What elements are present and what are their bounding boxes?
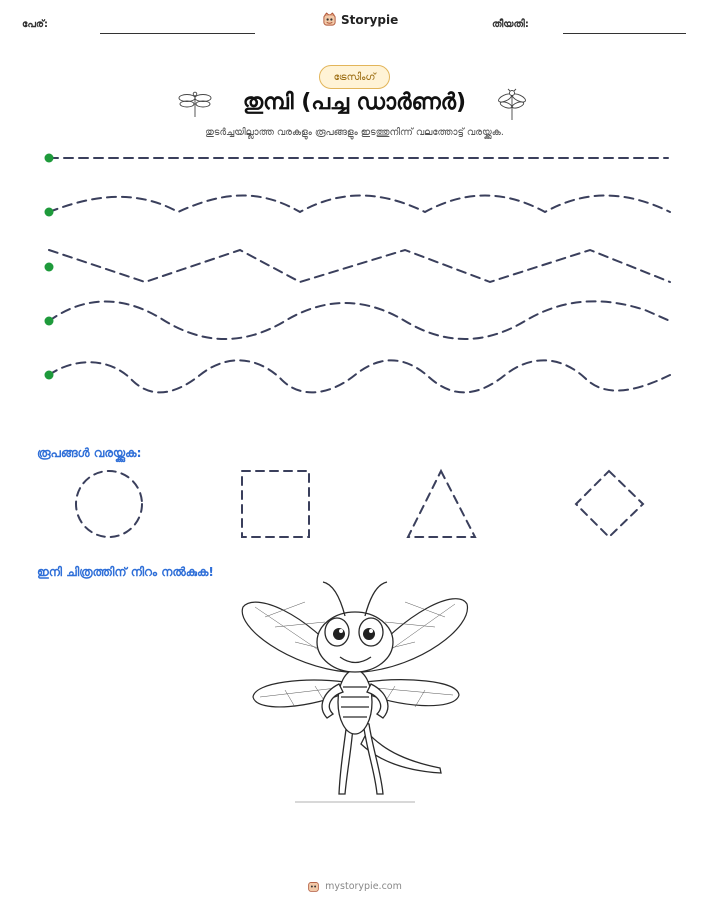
trace-line-wave xyxy=(49,301,670,339)
start-dot xyxy=(45,317,54,326)
dragonfly-icon xyxy=(235,572,475,812)
footer-url[interactable]: mystorypie.com xyxy=(325,881,402,892)
tracing-lines xyxy=(0,140,709,400)
date-field[interactable] xyxy=(563,33,686,34)
trace-line-zigzag xyxy=(49,250,670,282)
trace-line-deep-wave xyxy=(49,360,670,392)
name-field[interactable] xyxy=(100,33,255,34)
storypie-logo-icon xyxy=(322,12,337,27)
brand-name: Storypie xyxy=(341,12,399,27)
shape-square xyxy=(242,471,309,537)
start-dot xyxy=(45,263,54,272)
start-dot xyxy=(45,208,54,217)
storypie-logo-icon xyxy=(307,880,320,893)
instruction-text: തുടർച്ചയില്ലാത്ത വരകളും രൂപങ്ങളും ഇടത്തുനിന്ന് വലത്തോട്ട് വരയ്ക്കുക. xyxy=(205,127,504,138)
start-dot xyxy=(45,154,54,163)
start-dot xyxy=(45,371,54,380)
name-label: പേര്: xyxy=(22,19,48,30)
coloring-section-title: ഇനി ചിത്രത്തിന് നിറം നൽകുക! xyxy=(37,565,214,579)
shape-diamond xyxy=(576,471,643,537)
shapes-section-title: രൂപങ്ങൾ വരയ്ക്കുക: xyxy=(37,446,142,460)
footer xyxy=(0,880,709,893)
shape-circle xyxy=(76,471,142,537)
brand xyxy=(322,12,398,27)
shapes-row xyxy=(0,465,709,545)
trace-line-gentle-wave xyxy=(49,196,670,213)
shape-triangle xyxy=(408,471,475,537)
page-title: തുമ്പി (പച്ച ഡാർണർ) xyxy=(242,90,467,115)
worksheet-type-badge: ട്രേസിംഗ് xyxy=(319,65,390,89)
date-label: തീയതി: xyxy=(492,19,529,30)
dragonfly-front-icon xyxy=(497,88,527,122)
